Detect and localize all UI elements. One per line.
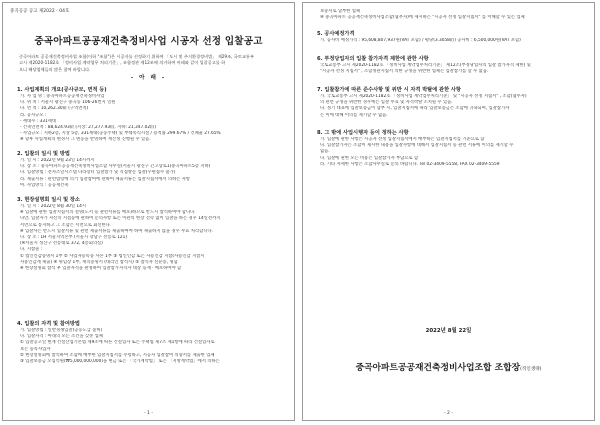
section-line: 라. 기타 자세한 사항은 조합사무실로 문의 바랍니다. Tel 02-3409-5558, FAX 02-3409-5559 xyxy=(320,161,500,167)
section-line: 는 이에 대해 이의를 제기할 수 없음. xyxy=(320,112,388,118)
document-title: 중곡아파트공공재건축정비사업 시공자 선정 입찰공고 xyxy=(34,36,263,47)
issuer-signature xyxy=(303,360,594,373)
section-line: 라. 공사규모 : xyxy=(20,112,47,118)
announcement-number: 중곡공공 공고 제2022 - 04호 xyxy=(10,9,70,14)
section-3 xyxy=(17,197,284,272)
section-line: - 세대수 : 331세대 xyxy=(20,118,57,124)
intro-paragraph xyxy=(19,54,282,73)
section-1 xyxy=(17,87,284,144)
section-line: 나. 입찰자격 : 아래의 모든 조건을 갖춘 업체 xyxy=(20,334,103,340)
section-line: 가. 입찰에 관한 사항은 시공자 선정 입찰지침서에서 배부하는 입찰지침서를 기준으로 함 xyxy=(320,137,485,142)
page-number: - 2 - xyxy=(444,411,453,416)
section-line: 다만, 입찰자가 자신의 지점등에 관하여 문의사항 또는 이관의 현장 견학 없이 입찰을 하는 경우 14일전까지 xyxy=(20,216,221,222)
section-line: ① 법인인감증명서 1부 ② 사업자등록증 사본 1부 ③ 법인인감 또는 사용인감 지참(사용인감 지참시 xyxy=(20,253,205,259)
document-page-2 xyxy=(302,2,595,421)
section-title: 8. 그 밖에 사업시행자 등이 정하는 사항 xyxy=(317,130,409,136)
section-line: 다. 입찰에 관한 모든 비용은 입찰참가자 부담으로 함 xyxy=(320,155,419,161)
intro-line: 중곡아파트 공공재건축정비사업 조합(이하 "조합")은 시공자를 선정하기 위하여 「도시 및 주거환경정비법」 제29조, 국토교통부 xyxy=(19,54,255,59)
section-line: ※ 현장설명회 참석 후 입찰자격을 판정하여 입찰참가자격자 대장 등재 · 배포하여야 함 xyxy=(20,266,182,272)
section-line: - 건축연면적 : 88,624.93㎡ (지상: 27,277.93㎡, 지하: 21,347.02㎡) xyxy=(20,125,157,131)
section-divider-heading: - 아 래 - xyxy=(130,75,167,81)
section-note: ※ 향후 사업계획의 변경시 그 변동을 반영하여 재산정 진행될 수 있음. xyxy=(20,137,151,143)
section-line: ② 현장설명회에 참석하여 조합에 배부한 입찰지침서를 수령하고, 시공자 입찰참여 의향서를 제출한 업체 xyxy=(20,352,215,358)
section-line: 나. 위 치 : 서울시 광진구 중곡동 106-26번지 일원 xyxy=(20,100,116,106)
section-4 xyxy=(17,321,284,365)
section-line: 보는 등록사업자 xyxy=(20,346,51,352)
section-title: 5. 공사예정가격 xyxy=(317,31,355,37)
section-2 xyxy=(17,151,284,189)
section-line: - 사업규모 : 지하2층, 지상 5층, 331세대(공동주택) 및 부대복리시설 / 용적률 299.67% / 건폐율 27.65% xyxy=(20,131,221,137)
section-title: 3. 현장설명회 일시 및 장소 xyxy=(17,197,80,203)
section-line: 가. 사 업 명 : 중곡아파트공공재건축정비사업 xyxy=(20,94,105,99)
section-title: 7. 입찰참가에 따른 준수사항 및 위반 시 자격 박탈에 관한 사항 xyxy=(317,87,461,93)
section-title: 2. 입찰의 일시 및 방법 xyxy=(17,151,70,157)
section-7 xyxy=(317,87,584,119)
section-title: 1. 사업계획의 개요(공사규모, 면적 등) xyxy=(17,87,107,93)
page-number: - 1 - xyxy=(144,411,153,416)
section-line: "시공자 선정 지침서" , 조합정관지침서 의한 규정을 위반한 업체는 입찰참가를 할 수 없음. xyxy=(320,69,489,75)
section-line: 나. 정기 대표에 입찰보증금이 납부 시, 입찰지침서에 따라 입찰보증금은 조합에 귀속되며, 입찰참가자 xyxy=(320,106,510,112)
section-line: 가. 국토교통부 고시 제2020-1182호 「정비사업 계약업무처리기준」 및 "시공자 선정 지침서" , 조합(협무자) xyxy=(320,94,527,99)
intro-line: 오니 해당업체들의 많은 참여 바랍니다. xyxy=(19,66,91,72)
section-line: 다. 지참물 : xyxy=(20,247,43,253)
section-line: 다. 입찰방법 : 전자조달시스템 나라장터 입찰참가 및 직접방문 입찰(우편접수 불가) xyxy=(20,170,176,176)
section-8 xyxy=(317,130,584,168)
section-line: 나. 입찰참가자는 조합이 제시한 내용을 입찰사항에 대해서 입찰지침서 등 관련 서류에 이의를 제기할 수 xyxy=(320,143,514,149)
section-title: 4. 입찰의 자격 및 참여방법 xyxy=(17,321,80,327)
section-line: 가. 일 시 : 2022년 9월 23일 14시까지 xyxy=(20,158,95,163)
document-page-1 xyxy=(2,2,295,421)
section-line: 서면으로 통지하고 그 조합은 서면으로 회신한다. xyxy=(20,222,112,228)
section-6 xyxy=(317,56,584,75)
section-line: 가. 일 시 : 2022년 8월 30일 14시 xyxy=(20,204,87,209)
announcement-date: 2022년 8월 22일 xyxy=(425,328,472,334)
section-line: 나. 장 소 : LH 서울지역본부 (서울시 강남구 선릉로 121) xyxy=(20,235,127,241)
section-line: 나. 장 소 : 중곡아파트공공재건축정비사업조합 사무실(서울시 광진구 긴고랑로1(중곡아파트5층 지하) xyxy=(20,164,211,170)
section-title: 6. 부정당업자의 입찰 참가자격 제한에 관한 사항 xyxy=(317,56,429,62)
section-line: 의 관련 규정을 위반한 경우에는 입찰 무효 및 자격박탈 조치될 수 있음. xyxy=(320,100,453,106)
section-line: 사용인감계 제출) ④ 위임장 1부, 재직증명서 (대리인 참석시) ⑤ 참석자 신분증, 명함 xyxy=(20,259,178,265)
issuer-name: 중곡아파트공공재건축정비사업조합 조합장 xyxy=(355,363,521,373)
section-line: ※ 입찰에 관한 입찰지침서의 설명(도서 등 관련서류를 배포)하므로 반드시 참석하여야 합니다. xyxy=(20,210,196,216)
section-5 xyxy=(317,31,584,44)
section-line: 다. 면 적 : 10,262.30㎡ (구역면적) xyxy=(20,106,89,112)
section-line: ④ 중곡아파트 공공재건축정비사업조합(협무자)에 제시하는 "시공자 선정 입찰지침서" 를 이해할 수 있는 업체 xyxy=(320,15,525,21)
seal-omitted-note: (직인생략) xyxy=(520,367,542,372)
continued-text xyxy=(317,9,584,21)
section-line: 마. 사업방식 : 공공재건축 xyxy=(20,182,69,188)
section-line: 가. 입찰방법 : 일반경쟁입찰(공동도급 불허) xyxy=(20,328,103,333)
section-line: 라. 제출서류 : 관련법령에 의거 입찰참여에 관하여 제출서류는 입찰지침서에서 의하는 사항 xyxy=(20,176,191,182)
section-line: 없음. xyxy=(320,149,330,155)
section-line: ① 입찰공고일 현재 건설산업기본법 제9조에 따른 건설업자 또는 주택법 제7조 제1항에 따라 건설업자로 xyxy=(20,340,215,346)
section-line: 가. 공사비 예정가격 : 95,608,807,937원(VAT 포함) / 평당(3.3058㎡) 공사비 : 6,500,000원(VAT 포함) xyxy=(320,38,521,43)
section-line: ※ 입찰사는 반드시 입찰서류 및 관련 제출서류를 제출하여야 하며 제출하지 않을 경우 무효 처리합니다. xyxy=(20,228,213,234)
section-line: 보증서로 납부한 업체 xyxy=(320,9,361,14)
section-line: ③ 입찰보증금 오십억원(₩5,000,000,000)을 현금 또는 「국가계약법」 또는 「지방계약법」에서 의하는 xyxy=(20,359,220,365)
section-line: 국토교통부 고시 제2020-1182호 「정비사업 계약업무처리기준」 제12조(부정당업자의 입찰 참가자격 제한) 및 xyxy=(320,63,531,68)
section-line: (※서울시 성산구 선릉대로 372, 4층회의실) xyxy=(20,241,103,247)
intro-line: 고시 제2020-1182호 「정비사업 계약업무 처리기준」, 조합정관 제12조에 의거하여 아래와 같이 입찰공고를 하 xyxy=(19,60,226,66)
